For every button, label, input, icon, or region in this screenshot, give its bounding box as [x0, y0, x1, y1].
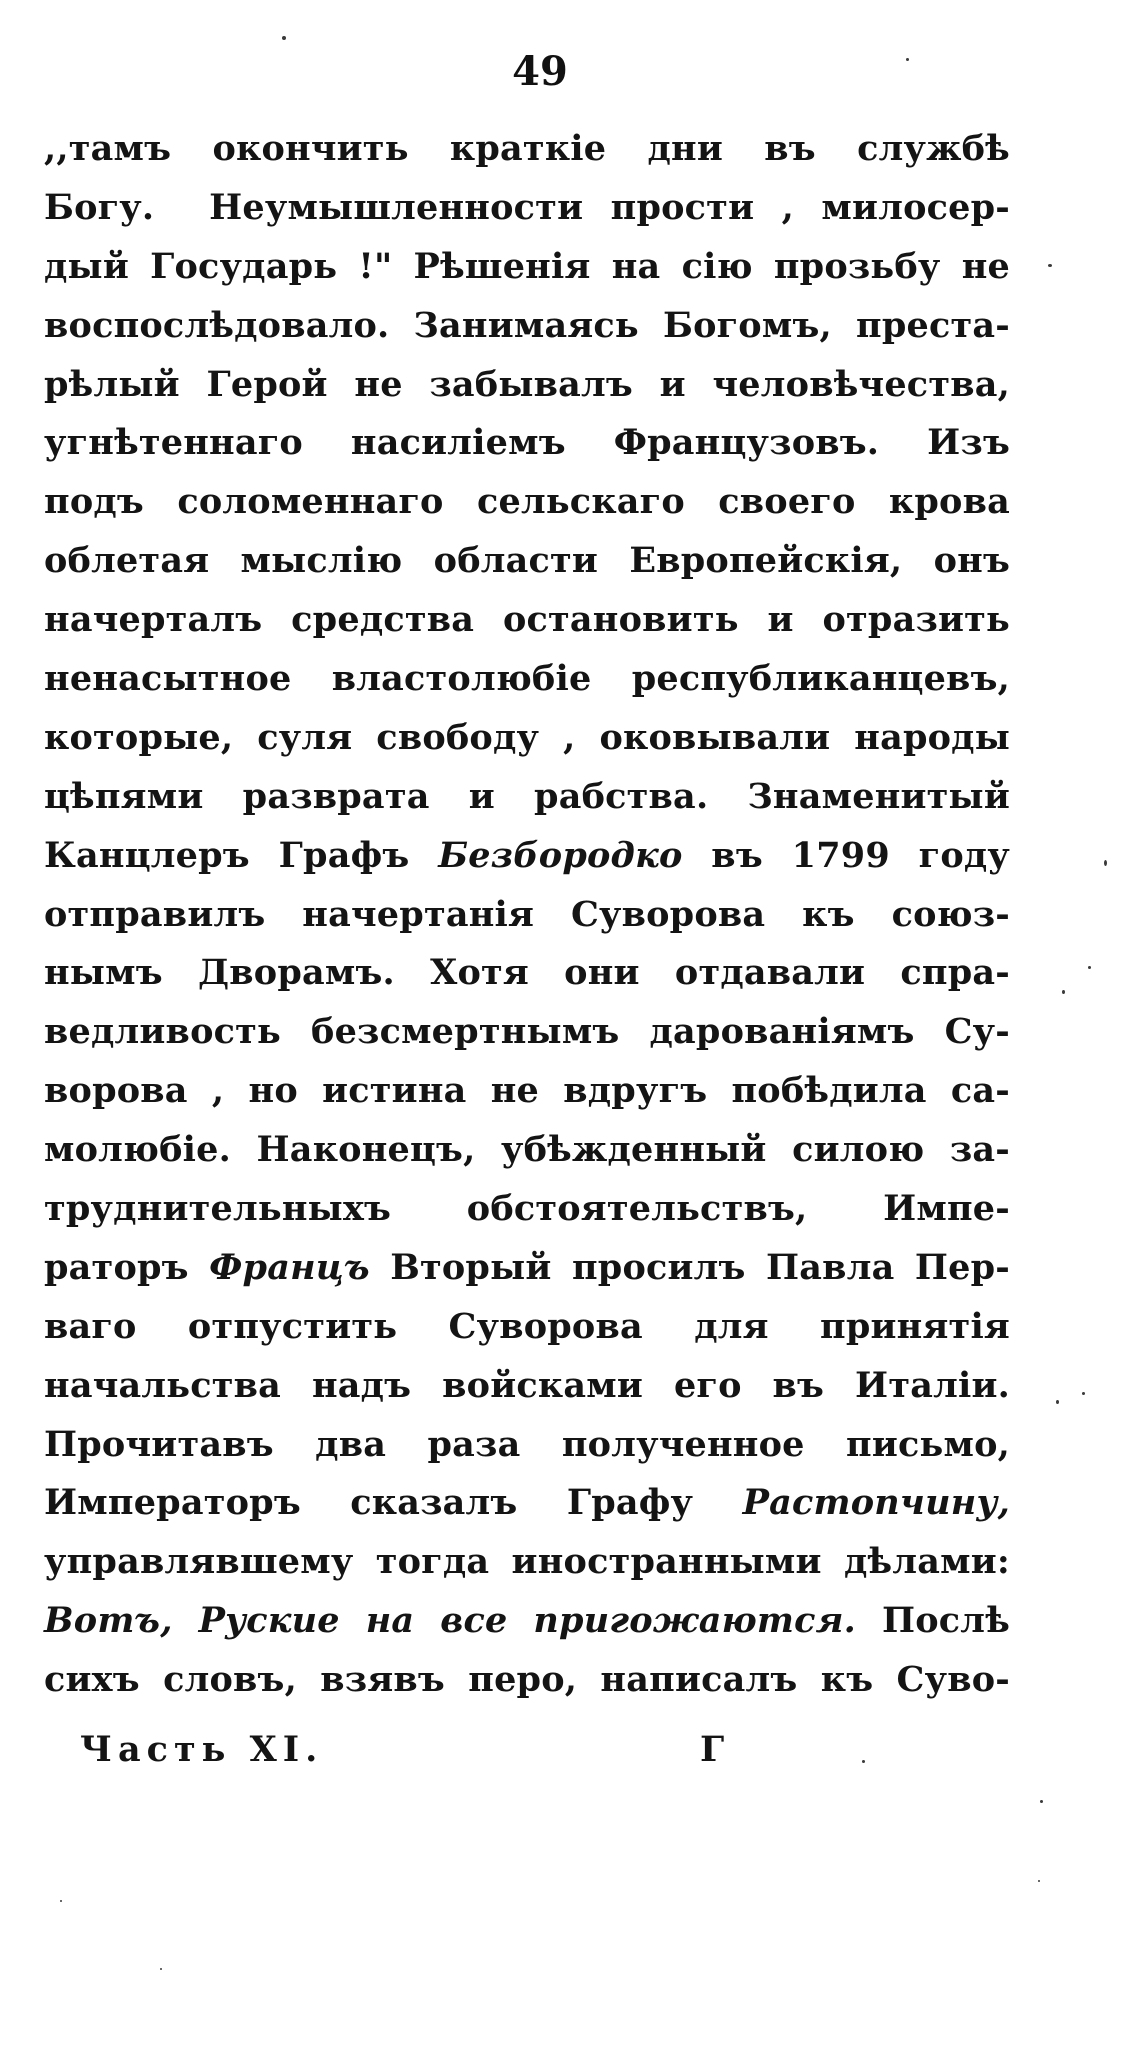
- text-line: [44, 1239, 1010, 1298]
- text-line: [44, 1121, 1010, 1180]
- text-line: [44, 1003, 1010, 1062]
- text-run: ворова , но истина не вдругъ побѣдила са-: [44, 1070, 1010, 1112]
- text-line: [44, 1062, 1010, 1121]
- scan-speck: [282, 36, 286, 40]
- text-line: [44, 179, 1010, 238]
- text-line: [44, 532, 1010, 591]
- text-run: ваго отпустить Суворова для принятія: [44, 1305, 1010, 1347]
- text-run: подъ соломеннаго сельскаго своего крова: [44, 481, 1010, 523]
- text-run: молюбіе. Наконецъ, убѣжденный силою за-: [44, 1129, 1010, 1171]
- scan-speck: [160, 1968, 162, 1970]
- italic-text: Францъ: [209, 1246, 370, 1288]
- text-run: нымъ Дворамъ. Хотя они отдавали спра-: [44, 952, 1010, 994]
- volume-part-label: Часть XI.: [80, 1729, 324, 1770]
- text-line: [44, 886, 1010, 945]
- text-line: [44, 1298, 1010, 1357]
- text-run: Послѣ: [856, 1600, 1010, 1642]
- text-run: ,,тамъ окончить краткіе дни въ службѣ: [44, 128, 1010, 169]
- scan-speck: [1062, 990, 1065, 994]
- italic-text: Безбородко: [438, 834, 683, 876]
- text-line: [44, 1651, 1010, 1710]
- text-run: воспослѣдовало. Занимаясь Богомъ, преста-: [44, 304, 1010, 346]
- body-text: [44, 120, 1010, 1710]
- text-run: Прочитавъ два раза полученное письмо,: [44, 1423, 1010, 1465]
- text-run: рѣлый Герой не забывалъ и человѣчества,: [44, 363, 1010, 405]
- text-run: дый Государь !" Рѣшенія на сію прозьбу не: [44, 245, 1010, 287]
- scan-speck: [1056, 1400, 1059, 1404]
- text-line: [44, 238, 1010, 297]
- text-line: [44, 473, 1010, 532]
- scan-speck: [1082, 1392, 1085, 1395]
- text-line: [44, 768, 1010, 827]
- text-line: [44, 1416, 1010, 1475]
- text-run: Вторый просилъ Павла Пер-: [369, 1246, 1010, 1288]
- text-run: труднительныхъ обстоятельствъ, Импе-: [44, 1188, 1010, 1230]
- scan-speck: [862, 1760, 865, 1763]
- scan-speck: [1088, 966, 1091, 969]
- text-line: [44, 944, 1010, 1003]
- scan-speck: [1048, 264, 1052, 267]
- text-run: цѣпями разврата и рабства. Знаменитый: [44, 775, 1010, 817]
- signature-mark: Г: [700, 1729, 725, 1770]
- text-run: Императоръ сказалъ Графу: [44, 1482, 743, 1524]
- text-line: [44, 297, 1010, 356]
- text-line: [44, 414, 1010, 473]
- text-line: [44, 356, 1010, 415]
- text-run: въ 1799 году: [682, 834, 1011, 876]
- text-line: [44, 591, 1010, 650]
- text-line: [44, 1533, 1010, 1592]
- text-line: [44, 709, 1010, 768]
- scan-speck: [1038, 1880, 1040, 1882]
- text-run: ведливость безсмертнымъ дарованіямъ Су-: [44, 1011, 1010, 1053]
- text-run: угнѣтеннаго насиліемъ Французовъ. Изъ: [44, 422, 1010, 464]
- text-line: [44, 1474, 1010, 1533]
- text-run: ненасытное властолюбіе республиканцевъ,: [44, 658, 1010, 700]
- text-line: [44, 120, 1010, 179]
- text-run: которые, суля свободу , оковывали народы: [44, 716, 1010, 758]
- text-line: [44, 1180, 1010, 1239]
- text-run: раторъ: [44, 1246, 210, 1288]
- text-run: Канцлеръ Графъ: [44, 834, 439, 876]
- text-run: отправилъ начертанія Суворова къ союз-: [44, 893, 1010, 935]
- italic-text: Растопчину,: [742, 1482, 1010, 1524]
- scan-speck: [906, 58, 909, 61]
- scan-speck: [60, 1900, 62, 1902]
- italic-text: Вотъ, Руские на все пригожаются.: [44, 1600, 857, 1642]
- text-run: облетая мыслію области Европейскія, онъ: [44, 540, 1010, 582]
- text-line: [44, 650, 1010, 709]
- text-line: [44, 1592, 1010, 1651]
- text-line: [44, 827, 1010, 886]
- text-run: управлявшему тогда иностранными дѣлами:: [44, 1541, 1010, 1583]
- text-run: начерталъ средства остановить и отразить: [44, 599, 1010, 641]
- scan-speck: [1040, 1800, 1043, 1803]
- scan-speck: [1104, 860, 1107, 866]
- page-footer: [80, 1720, 940, 1780]
- page-number: 49: [512, 48, 568, 95]
- text-line: [44, 1357, 1010, 1416]
- text-run: сихъ словъ, взявъ перо, написалъ къ Суво-: [44, 1659, 1010, 1701]
- text-run: начальства надъ войсками его въ Италіи.: [44, 1364, 1010, 1406]
- text-run: Богу. Неумышленности прости , милосер-: [44, 186, 1010, 228]
